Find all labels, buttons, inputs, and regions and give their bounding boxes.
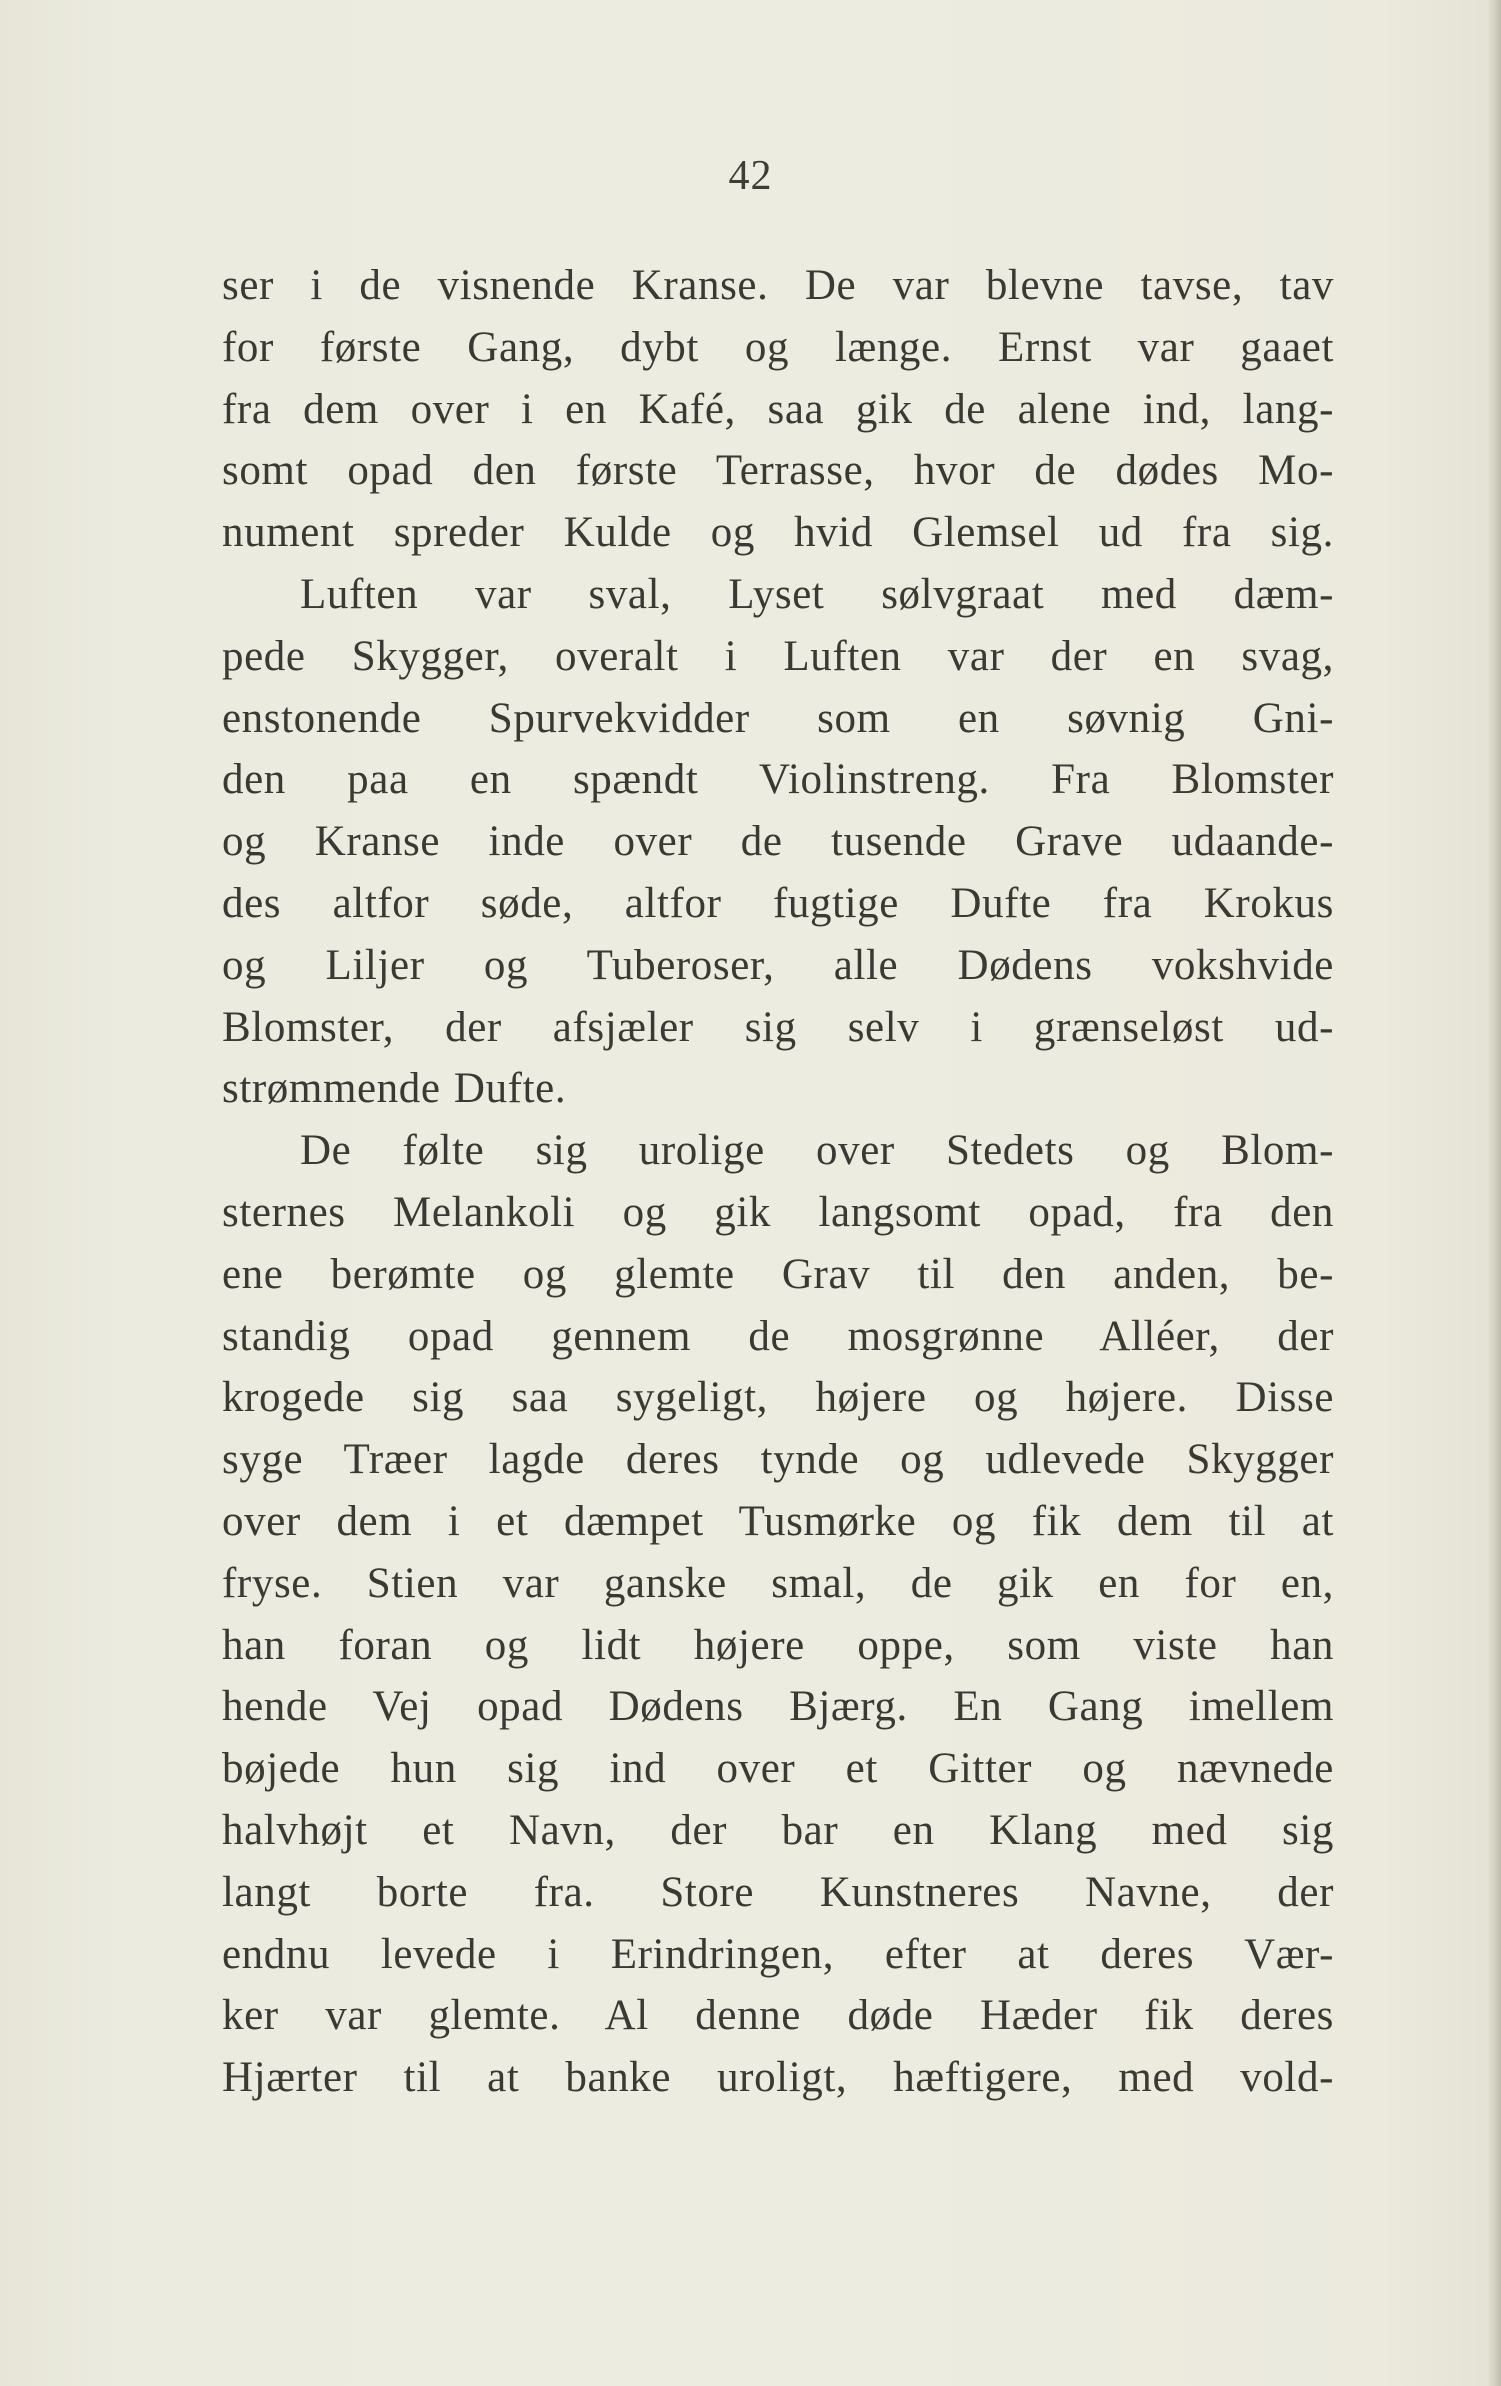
text-line: enstonende Spurvekvidder som en søvnig Gni- xyxy=(222,694,1334,742)
text-line: bøjede hun sig ind over et Gitter og nævnede xyxy=(222,1745,1334,1793)
text-line: endnu levede i Erindringen, efter at deres Vær- xyxy=(222,1930,1334,1978)
text-line: ker var glemte. Al denne døde Hæder fik deres xyxy=(222,1992,1334,2040)
text-line: syge Træer lagde deres tynde og udlevede Skygger xyxy=(222,1436,1334,1484)
text-line: ene berømte og glemte Grav til den anden, be- xyxy=(222,1250,1334,1298)
text-line: fryse. Stien var ganske smal, de gik en for en, xyxy=(222,1559,1334,1607)
text-line: des altfor søde, altfor fugtige Dufte fra Krokus xyxy=(222,879,1334,927)
text-line: nument spreder Kulde og hvid Glemsel ud fra sig. xyxy=(222,509,1334,557)
text-line: hende Vej opad Dødens Bjærg. En Gang imellem xyxy=(222,1683,1334,1731)
text-line: den paa en spændt Violinstreng. Fra Blomster xyxy=(222,756,1334,804)
body-text xyxy=(222,255,1334,2109)
page-edge-shadow xyxy=(1487,0,1501,2386)
text-line: fra dem over i en Kafé, saa gik de alene ind, lang- xyxy=(222,385,1334,433)
text-line: han foran og lidt højere oppe, som viste han xyxy=(222,1621,1334,1669)
text-line: somt opad den første Terrasse, hvor de dødes Mo- xyxy=(222,447,1334,495)
page-number: 42 xyxy=(728,153,773,199)
text-line: krogede sig saa sygeligt, højere og højere. Disse xyxy=(222,1374,1334,1422)
text-line: pede Skygger, overalt i Luften var der en svag, xyxy=(222,632,1334,680)
text-line: for første Gang, dybt og længe. Ernst var gaaet xyxy=(222,323,1334,371)
text-line: De følte sig urolige over Stedets og Blom- xyxy=(300,1127,1334,1175)
text-line: sternes Melankoli og gik langsomt opad, fra den xyxy=(222,1188,1334,1236)
text-line: Luften var sval, Lyset sølvgraat med dæm- xyxy=(300,570,1334,618)
text-line: over dem i et dæmpet Tusmørke og fik dem til at xyxy=(222,1497,1334,1545)
text-line: strømmende Dufte. xyxy=(222,1065,567,1113)
text-line: langt borte fra. Store Kunstneres Navne, der xyxy=(222,1868,1334,1916)
text-line: og Kranse inde over de tusende Grave udaande- xyxy=(222,818,1334,866)
text-line: og Liljer og Tuberoser, alle Dødens vokshvide xyxy=(222,941,1334,989)
text-line: standig opad gennem de mosgrønne Alléer, der xyxy=(222,1312,1334,1360)
text-line: ser i de visnende Kranse. De var blevne tavse, tav xyxy=(222,262,1334,309)
text-line: Blomster, der afsjæler sig selv i grænseløst ud- xyxy=(222,1003,1334,1051)
text-line: Hjærter til at banke uroligt, hæftigere, med vold- xyxy=(222,2054,1334,2102)
text-line: halvhøjt et Navn, der bar en Klang med sig xyxy=(222,1806,1334,1854)
